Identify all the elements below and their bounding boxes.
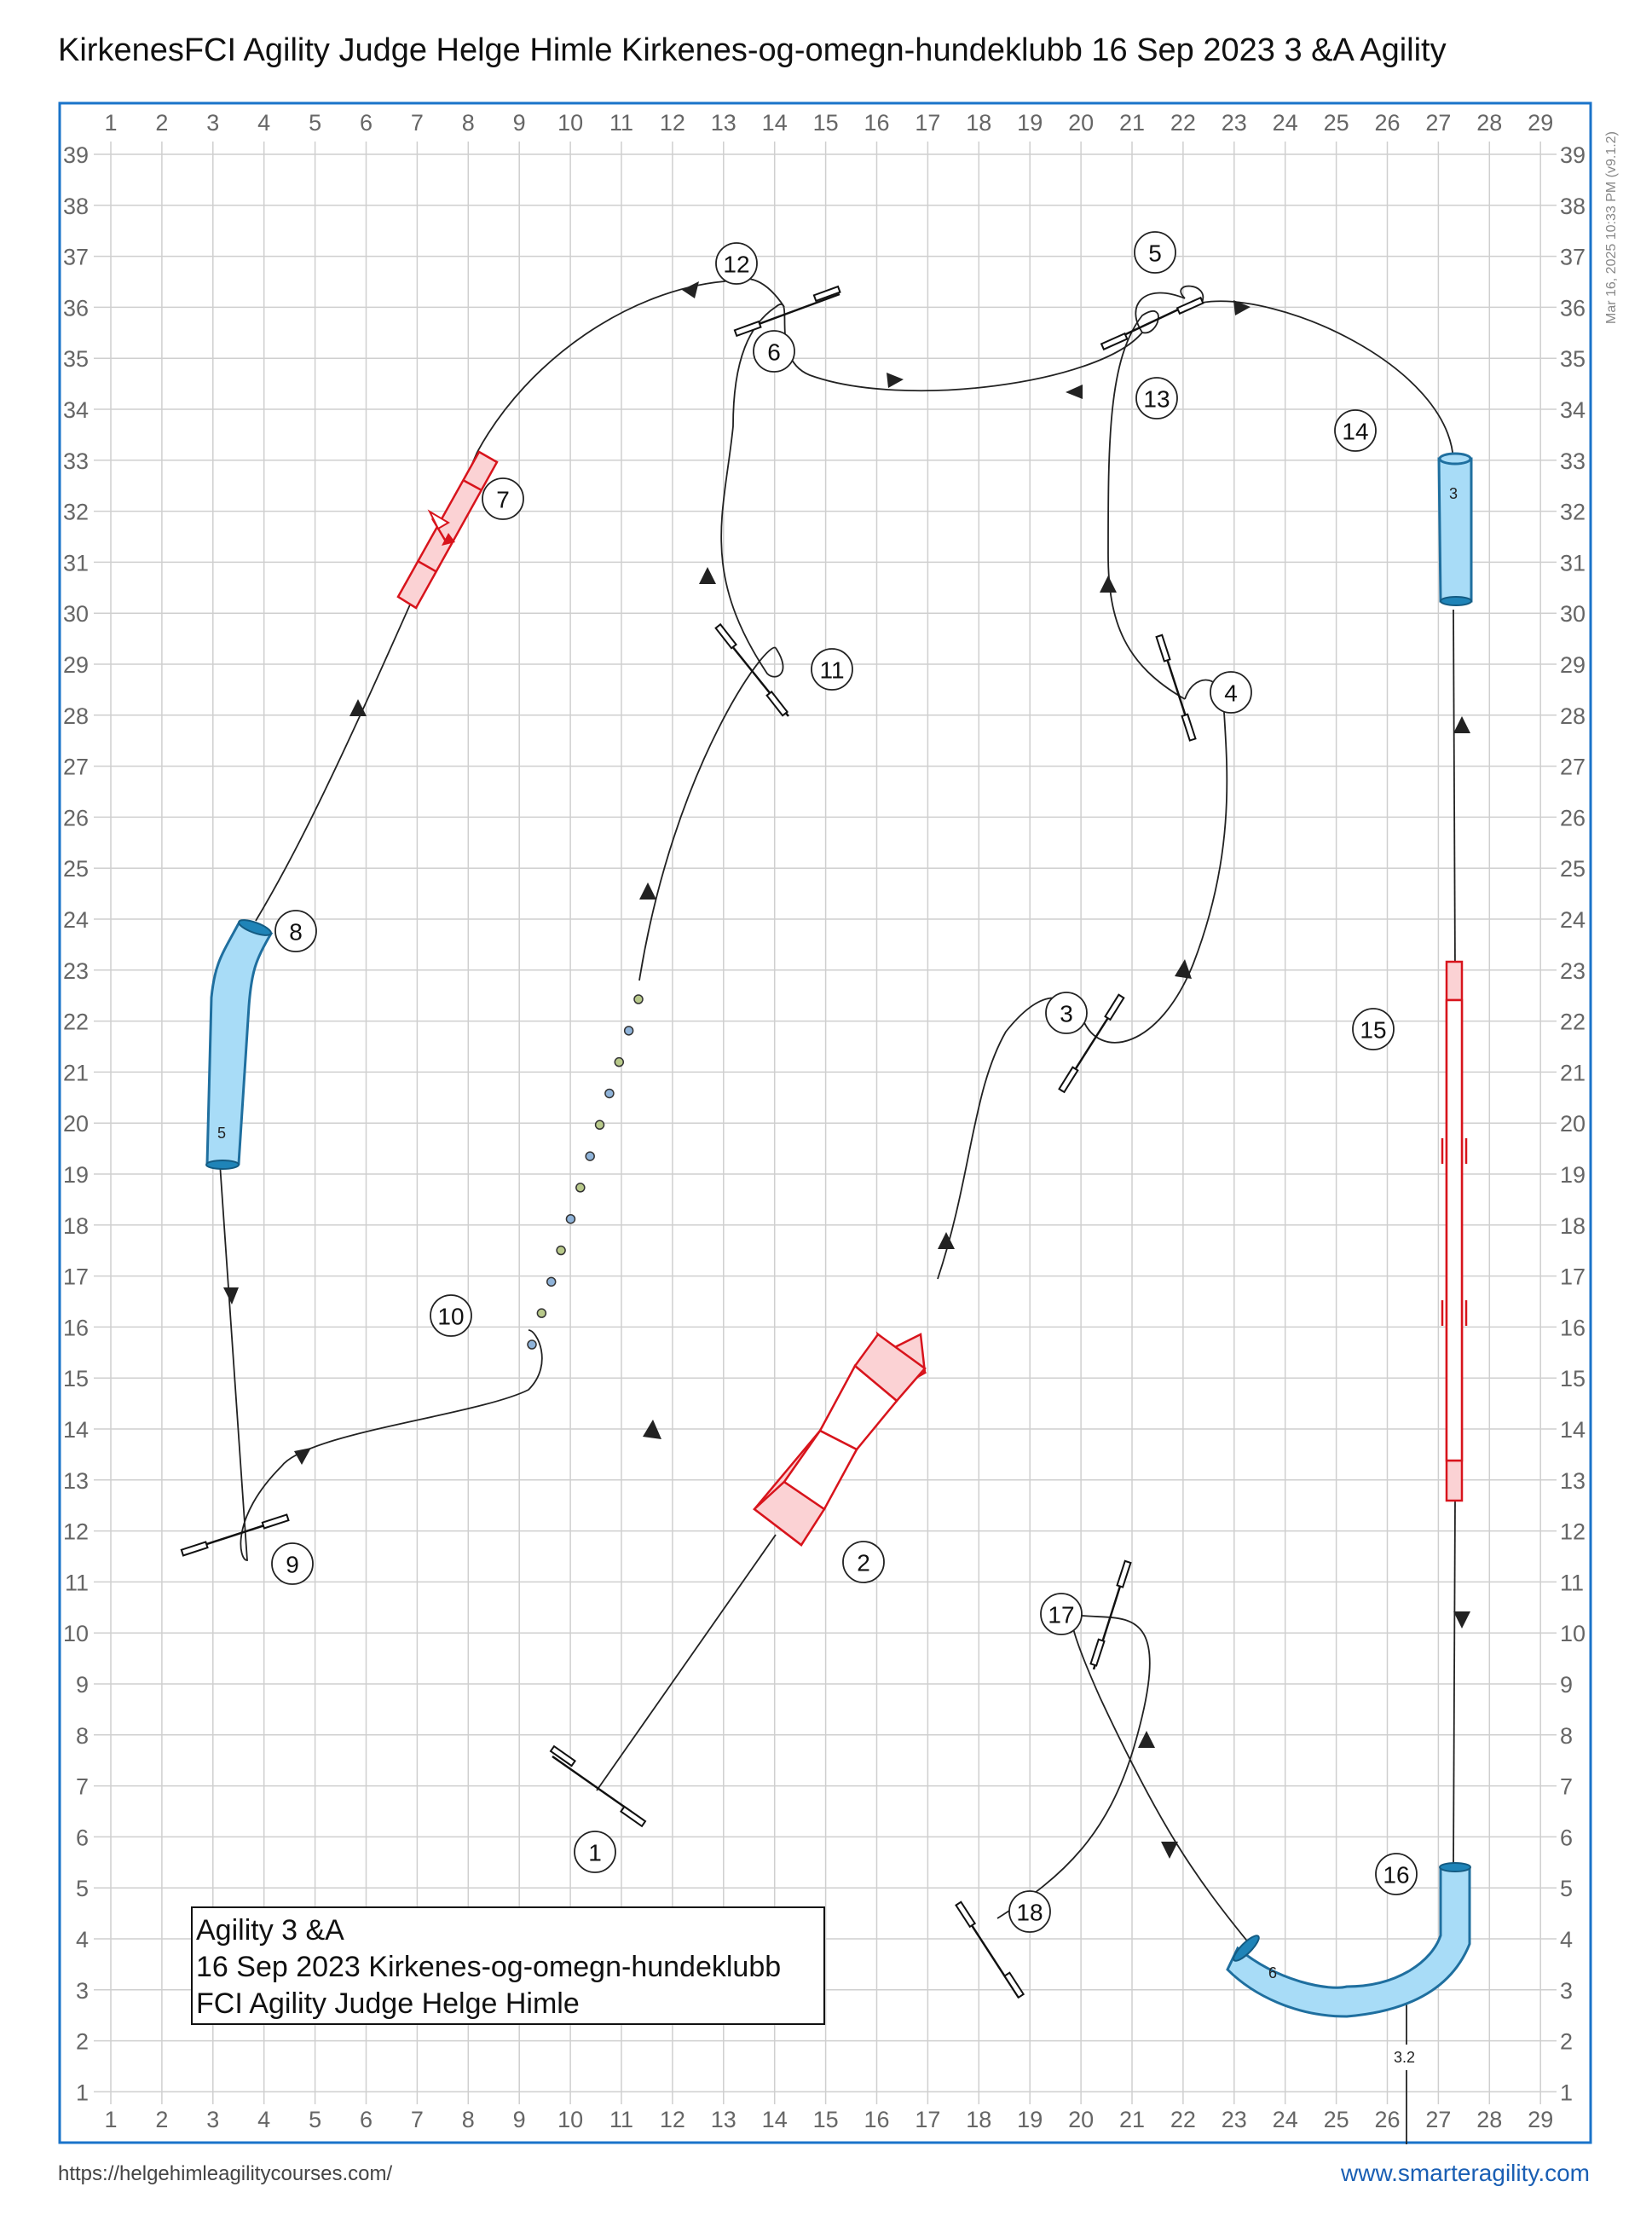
obstacle-number-11 bbox=[812, 649, 852, 690]
jump-6 bbox=[735, 286, 840, 336]
tunnel-5 bbox=[206, 917, 273, 1169]
x-axis-label: 13 bbox=[710, 2107, 736, 2132]
obstacle-number-12 bbox=[716, 243, 757, 284]
y-axis-label: 23 bbox=[1560, 957, 1586, 984]
y-axis-label: 19 bbox=[1560, 1162, 1586, 1188]
y-axis-label: 17 bbox=[62, 1264, 89, 1290]
svg-text:11: 11 bbox=[819, 657, 845, 684]
y-axis-label: 13 bbox=[1560, 1467, 1586, 1494]
obstacle-number-17 bbox=[1041, 1594, 1082, 1634]
x-axis-label: 10 bbox=[557, 110, 584, 136]
svg-text:5: 5 bbox=[1148, 240, 1162, 267]
jump-9 bbox=[182, 1515, 289, 1556]
x-axis-label: 7 bbox=[410, 110, 424, 136]
obstacle-number-4 bbox=[1210, 672, 1251, 713]
y-axis-label: 28 bbox=[1560, 703, 1586, 729]
y-axis-label: 25 bbox=[1560, 856, 1586, 882]
y-axis-label: 6 bbox=[75, 1825, 89, 1851]
y-axis-label: 4 bbox=[1560, 1927, 1574, 1952]
jump-17 bbox=[1091, 1561, 1131, 1669]
svg-text:14: 14 bbox=[1342, 418, 1369, 445]
x-axis-label: 6 bbox=[359, 110, 373, 136]
y-axis-label: 10 bbox=[62, 1621, 89, 1647]
y-axis-label: 39 bbox=[62, 142, 89, 168]
y-axis-label: 22 bbox=[62, 1009, 89, 1035]
y-axis-label: 26 bbox=[62, 805, 89, 831]
y-axis-label: 5 bbox=[1560, 1876, 1574, 1902]
svg-text:15: 15 bbox=[1360, 1016, 1387, 1044]
weave-pole bbox=[596, 1120, 604, 1129]
y-axis-label: 27 bbox=[62, 754, 89, 780]
y-axis-label: 4 bbox=[75, 1927, 89, 1952]
y-axis-label: 15 bbox=[1560, 1366, 1586, 1392]
x-axis-label: 23 bbox=[1221, 110, 1247, 136]
svg-text:16: 16 bbox=[1383, 1861, 1410, 1889]
x-axis-label: 12 bbox=[659, 110, 685, 136]
x-axis-label: 4 bbox=[257, 2107, 271, 2132]
svg-text:8: 8 bbox=[289, 918, 303, 946]
x-axis-label: 26 bbox=[1374, 2107, 1401, 2132]
y-axis-label: 25 bbox=[62, 856, 89, 882]
x-axis-label: 9 bbox=[512, 110, 526, 136]
y-axis-label: 18 bbox=[62, 1212, 89, 1239]
weave-pole bbox=[528, 1340, 536, 1349]
x-axis-label: 21 bbox=[1118, 2107, 1146, 2132]
x-axis-label: 5 bbox=[309, 2107, 322, 2132]
x-axis-label: 1 bbox=[104, 110, 118, 136]
y-axis-label: 1 bbox=[1560, 2080, 1574, 2106]
obstacle-number-8 bbox=[275, 911, 316, 952]
x-axis-label: 11 bbox=[609, 110, 634, 136]
y-axis-label: 15 bbox=[62, 1366, 89, 1392]
x-axis-label: 2 bbox=[155, 110, 169, 136]
x-axis-label: 29 bbox=[1528, 110, 1554, 136]
x-axis-label: 20 bbox=[1068, 2107, 1095, 2132]
x-axis-label: 23 bbox=[1221, 2107, 1247, 2132]
y-axis-label: 1 bbox=[75, 2080, 89, 2106]
x-axis-label: 10 bbox=[557, 2107, 584, 2132]
y-axis-label: 20 bbox=[1560, 1111, 1586, 1137]
y-axis-label: 11 bbox=[64, 1570, 89, 1596]
jump-4 bbox=[1157, 635, 1196, 741]
x-axis-label: 19 bbox=[1017, 2107, 1043, 2132]
x-axis-label: 3 bbox=[206, 2107, 220, 2132]
path-arrows bbox=[223, 281, 1470, 1859]
version-stamp: Mar 16, 2025 10:33 PM (v9.1.2) bbox=[1604, 131, 1619, 324]
y-axis-label: 36 bbox=[62, 295, 89, 321]
x-axis-label: 9 bbox=[512, 2107, 526, 2132]
svg-text:2: 2 bbox=[857, 1549, 870, 1576]
weave-pole bbox=[557, 1247, 565, 1255]
y-axis-label: 34 bbox=[1560, 397, 1586, 423]
x-axis-label: 14 bbox=[761, 110, 788, 136]
y-axis-label: 16 bbox=[62, 1315, 89, 1341]
x-axis-label: 21 bbox=[1118, 110, 1146, 136]
y-axis-label: 24 bbox=[1560, 907, 1586, 933]
y-axis-label: 9 bbox=[75, 1672, 89, 1698]
obstacle-number-1 bbox=[575, 1831, 615, 1872]
y-axis-label: 37 bbox=[62, 244, 89, 270]
obstacle-number-10 bbox=[430, 1295, 471, 1336]
obstacle-number-5 bbox=[1135, 232, 1175, 273]
y-axis-label: 12 bbox=[1560, 1519, 1586, 1545]
y-axis-label: 38 bbox=[62, 193, 89, 219]
weave-pole bbox=[537, 1309, 546, 1317]
y-axis-label: 7 bbox=[75, 1773, 89, 1800]
x-axis-label: 11 bbox=[609, 2107, 634, 2132]
tunnel-3 bbox=[1439, 454, 1471, 605]
y-axis-label: 6 bbox=[1560, 1825, 1574, 1851]
y-axis-label: 21 bbox=[1560, 1060, 1586, 1086]
x-axis-label: 22 bbox=[1170, 110, 1196, 136]
x-axis-label: 28 bbox=[1476, 110, 1503, 136]
svg-text:10: 10 bbox=[437, 1303, 465, 1330]
y-axis-label: 8 bbox=[1560, 1722, 1574, 1749]
y-axis-label: 7 bbox=[1560, 1773, 1574, 1800]
y-axis-label: 13 bbox=[62, 1467, 89, 1494]
contact-15 bbox=[1442, 962, 1466, 1501]
y-axis-label: 34 bbox=[62, 397, 89, 423]
x-axis-label: 26 bbox=[1374, 110, 1401, 136]
y-axis-label: 3 bbox=[75, 1977, 89, 2004]
x-axis-label: 17 bbox=[915, 110, 941, 136]
svg-text:3.2: 3.2 bbox=[1394, 2049, 1416, 2066]
weave-pole bbox=[547, 1277, 556, 1286]
obstacle-number-9 bbox=[272, 1543, 313, 1584]
y-axis-label: 9 bbox=[1560, 1672, 1574, 1698]
jump-11 bbox=[716, 624, 788, 716]
x-axis-label: 28 bbox=[1476, 2107, 1503, 2132]
y-axis-label: 35 bbox=[62, 346, 89, 373]
obstacle-number-16 bbox=[1376, 1854, 1417, 1895]
x-axis-label: 5 bbox=[309, 110, 322, 136]
x-axis-label: 24 bbox=[1272, 2107, 1298, 2132]
y-axis-label: 2 bbox=[75, 2028, 89, 2055]
y-axis-label: 39 bbox=[1560, 142, 1586, 168]
obstacle-number-2 bbox=[843, 1542, 884, 1582]
y-axis-label: 23 bbox=[62, 957, 89, 984]
y-axis-label: 20 bbox=[62, 1111, 89, 1137]
y-axis-label: 16 bbox=[1560, 1315, 1586, 1341]
y-axis-label: 10 bbox=[1560, 1621, 1586, 1647]
svg-text:12: 12 bbox=[723, 251, 750, 278]
footer-right-url[interactable]: www.smarteragility.com bbox=[1341, 2160, 1590, 2186]
x-axis-label: 6 bbox=[359, 2107, 373, 2132]
obstacle-number-15 bbox=[1353, 1009, 1394, 1050]
y-axis-label: 31 bbox=[62, 550, 89, 576]
x-axis-label: 16 bbox=[864, 110, 890, 136]
x-axis-label: 1 bbox=[104, 2107, 118, 2132]
y-axis-label: 31 bbox=[1560, 550, 1586, 576]
contact-7 bbox=[398, 452, 497, 608]
info-box bbox=[192, 1907, 824, 2024]
weave-pole bbox=[625, 1027, 633, 1035]
x-axis-label: 4 bbox=[257, 110, 271, 136]
x-axis-label: 8 bbox=[461, 2107, 475, 2132]
weave-pole bbox=[576, 1183, 585, 1192]
svg-text:1: 1 bbox=[588, 1839, 602, 1866]
y-axis-label: 19 bbox=[62, 1162, 89, 1188]
info-line-2: 16 Sep 2023 Kirkenes-og-omegn-hundeklubb bbox=[196, 1951, 782, 1983]
y-axis-label: 36 bbox=[1560, 295, 1586, 321]
obstacle-numbers bbox=[272, 232, 1417, 1932]
weave-pole bbox=[634, 995, 643, 1004]
x-axis-label: 12 bbox=[659, 2107, 685, 2132]
svg-text:9: 9 bbox=[286, 1551, 299, 1578]
obstacle-number-7 bbox=[482, 478, 523, 519]
y-axis-label: 33 bbox=[62, 448, 89, 474]
weave-pole bbox=[615, 1058, 623, 1067]
y-axis-label: 29 bbox=[1560, 652, 1586, 678]
y-axis-label: 32 bbox=[1560, 499, 1586, 525]
y-axis-label: 30 bbox=[62, 601, 89, 628]
x-axis-label: 29 bbox=[1528, 2107, 1554, 2132]
tunnel-6-label: 6 bbox=[1268, 1964, 1278, 1981]
svg-text:3: 3 bbox=[1060, 1000, 1073, 1027]
y-axis-label: 22 bbox=[1560, 1009, 1586, 1035]
y-axis-label: 35 bbox=[1560, 346, 1586, 373]
y-axis-label: 29 bbox=[62, 652, 89, 678]
y-axis-label: 14 bbox=[1560, 1417, 1586, 1443]
footer-left-url[interactable]: https://helgehimleagilitycourses.com/ bbox=[58, 2162, 393, 2185]
info-line-1: Agility 3 &A bbox=[196, 1914, 344, 1947]
y-axis-label: 27 bbox=[1560, 754, 1586, 780]
tunnel-6 bbox=[1227, 1863, 1470, 2016]
y-axis-label: 14 bbox=[62, 1417, 89, 1443]
x-axis-label: 8 bbox=[461, 110, 475, 136]
svg-text:7: 7 bbox=[496, 486, 510, 513]
y-axis-label: 32 bbox=[62, 499, 89, 525]
obstacle-number-6 bbox=[754, 331, 794, 372]
y-axis-label: 5 bbox=[75, 1876, 89, 1902]
svg-text:18: 18 bbox=[1016, 1899, 1043, 1926]
svg-text:17: 17 bbox=[1048, 1601, 1075, 1628]
x-axis-label: 25 bbox=[1323, 110, 1349, 136]
info-line-3: FCI Agility Judge Helge Himle bbox=[196, 1987, 580, 2020]
tunnel-3-label: 3 bbox=[1449, 485, 1458, 502]
x-axis-label: 2 bbox=[155, 2107, 169, 2132]
y-axis-label: 30 bbox=[1560, 601, 1586, 628]
x-axis-label: 7 bbox=[410, 2107, 424, 2132]
weave-poles-10 bbox=[528, 995, 643, 1349]
x-axis-label: 19 bbox=[1017, 110, 1043, 136]
y-axis-label: 17 bbox=[1560, 1264, 1586, 1290]
x-axis-label: 27 bbox=[1425, 110, 1452, 136]
y-axis-label: 28 bbox=[62, 703, 89, 729]
contact-2 bbox=[754, 1334, 925, 1545]
y-axis-label: 26 bbox=[1560, 805, 1586, 831]
course-title: KirkenesFCI Agility Judge Helge Himle Kirkenes-og-omegn-hundeklubb 16 Sep 2023 3 &A Agility bbox=[58, 32, 1447, 68]
weave-pole bbox=[566, 1215, 575, 1224]
x-axis-label: 24 bbox=[1272, 110, 1298, 136]
y-axis-label: 37 bbox=[1560, 244, 1586, 270]
weave-pole bbox=[586, 1152, 594, 1160]
x-axis-label: 22 bbox=[1170, 2107, 1196, 2132]
obstacle-number-14 bbox=[1335, 410, 1376, 451]
weave-pole bbox=[605, 1089, 614, 1097]
x-axis-label: 3 bbox=[206, 110, 220, 136]
y-axis-label: 2 bbox=[1560, 2028, 1574, 2055]
obstacle-number-3 bbox=[1046, 992, 1087, 1033]
y-axis-label: 12 bbox=[62, 1519, 89, 1545]
start-marker bbox=[1388, 2045, 1425, 2070]
jump-13 bbox=[1101, 298, 1203, 350]
y-axis-label: 33 bbox=[1560, 448, 1586, 474]
x-axis-label: 27 bbox=[1425, 2107, 1452, 2132]
y-axis-label: 18 bbox=[1560, 1212, 1586, 1239]
x-axis-label: 20 bbox=[1068, 110, 1095, 136]
y-axis-label: 3 bbox=[1560, 1977, 1574, 2004]
y-axis-label: 24 bbox=[62, 907, 89, 933]
x-axis-label: 17 bbox=[915, 2107, 941, 2132]
obstacle-number-18 bbox=[1009, 1891, 1050, 1932]
y-axis-label: 8 bbox=[75, 1722, 89, 1749]
x-axis-label: 16 bbox=[864, 2107, 890, 2132]
y-axis-label: 38 bbox=[1560, 193, 1586, 219]
x-axis-label: 14 bbox=[761, 2107, 788, 2132]
y-axis-label: 11 bbox=[1560, 1570, 1585, 1596]
x-axis-label: 25 bbox=[1323, 2107, 1349, 2132]
svg-text:13: 13 bbox=[1143, 385, 1170, 413]
svg-text:6: 6 bbox=[767, 338, 781, 366]
x-axis-label: 13 bbox=[710, 110, 736, 136]
x-axis-label: 18 bbox=[966, 110, 992, 136]
x-axis-label: 15 bbox=[812, 2107, 839, 2132]
svg-text:4: 4 bbox=[1224, 680, 1238, 707]
y-axis-label: 21 bbox=[62, 1060, 89, 1086]
x-axis-label: 15 bbox=[812, 110, 839, 136]
x-axis-label: 18 bbox=[966, 2107, 992, 2132]
tunnel-5-label: 5 bbox=[217, 1125, 227, 1142]
course-path bbox=[220, 278, 1455, 2144]
obstacle-number-13 bbox=[1136, 378, 1177, 419]
